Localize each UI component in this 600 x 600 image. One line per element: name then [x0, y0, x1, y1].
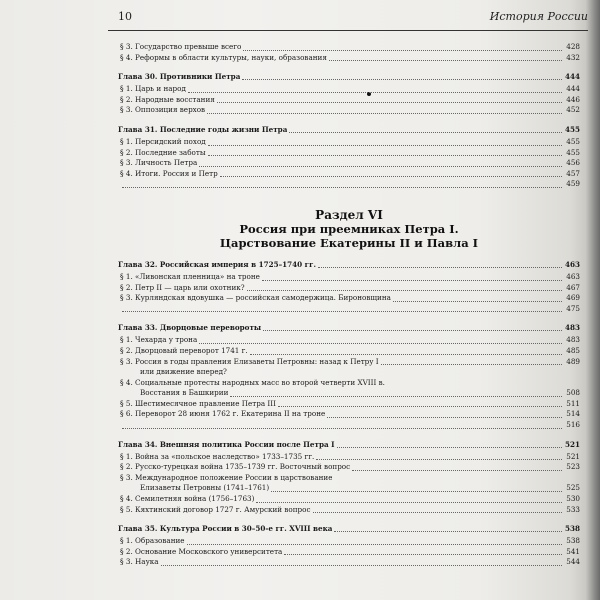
dot-leader: [122, 428, 562, 429]
toc-entry[interactable]: [118, 158, 580, 169]
toc-page-number: 541: [566, 546, 580, 556]
toc-page-number: 463: [566, 271, 580, 281]
toc-page-number: 428: [566, 42, 580, 51]
toc-entry[interactable]: [118, 42, 580, 53]
dot-leader: [329, 60, 562, 61]
dot-leader: [247, 290, 562, 291]
toc-page-number: 452: [566, 105, 580, 115]
toc-page-number: 456: [566, 158, 580, 168]
dot-leader: [284, 554, 562, 555]
toc-chapter[interactable]: [118, 440, 580, 450]
toc-entry[interactable]: [118, 95, 580, 106]
dot-leader: [318, 267, 562, 268]
toc-entry-title: § 4. Реформы в области культуры, науки, образования: [120, 52, 327, 62]
toc-entry-title: § 2. Народные восстания: [120, 94, 215, 104]
part-heading: [118, 208, 580, 250]
toc-entry[interactable]: [118, 473, 580, 484]
toc-entry-title: Глава 32. Российская империя в 1725–1740 гг.: [118, 259, 316, 269]
toc-entry[interactable]: [118, 483, 580, 494]
toc-entry-title: § 2. Последние заботы: [120, 147, 206, 157]
toc-entry-title: § 1. Чехарда у трона: [120, 335, 198, 345]
toc-entry[interactable]: [118, 409, 580, 420]
toc-entry[interactable]: [118, 148, 580, 159]
toc-entry-title: § 6. Переворот 28 июня 1762 г. Екатерина II на троне: [120, 409, 326, 419]
dot-leader: [289, 132, 562, 133]
toc-entry-title: § 3. Наука: [120, 557, 159, 567]
toc-entry-title: § 1. «Ливонская пленница» на троне: [120, 271, 260, 281]
dot-leader: [337, 447, 562, 448]
toc-entry[interactable]: [118, 335, 580, 346]
dot-leader: [188, 92, 562, 93]
toc-entry[interactable]: [118, 137, 580, 148]
toc-entry-title: § 1. Персидский поход: [120, 136, 206, 146]
toc-page-number: 530: [566, 494, 580, 504]
dot-leader: [208, 155, 562, 156]
toc-entry-title: Восстания в Башкирии: [140, 388, 229, 398]
toc-entry[interactable]: [118, 179, 580, 190]
toc-chapter[interactable]: [118, 125, 580, 135]
toc-page-number: 521: [564, 439, 580, 449]
toc-page-number: 538: [566, 536, 580, 546]
toc-entry[interactable]: [118, 420, 580, 431]
toc-entry-title: § 4. Социальные протесты народных масс во второй четверти XVIII в.: [120, 377, 385, 387]
book-spine-shadow: [586, 0, 600, 600]
toc-entry[interactable]: [118, 304, 580, 315]
page-header: [108, 8, 588, 31]
toc-chapter[interactable]: [118, 524, 580, 534]
toc-chapter[interactable]: [118, 260, 580, 270]
page-number: 10: [118, 10, 132, 23]
toc-entry-title: § 3. Государство превыше всего: [120, 42, 242, 51]
dot-leader: [278, 406, 562, 407]
toc-entry[interactable]: [118, 452, 580, 463]
part-title-line: Царствование Екатерины II и Павла I: [219, 235, 479, 250]
toc-entry-title: Елизаветы Петровны (1741–1761): [140, 483, 270, 493]
toc-page-number: 463: [564, 259, 580, 269]
toc-entry-title: § 1. Война за «польское наследство» 1733–1735 гг.: [120, 451, 315, 461]
toc-page-number: 514: [566, 409, 580, 419]
toc-entry[interactable]: [118, 272, 580, 283]
toc-page-number: 455: [566, 136, 580, 146]
toc-entry-title: § 3. Россия в годы правления Елизаветы Петровны: назад к Петру I: [120, 356, 379, 366]
toc-entry-title: § 2. Дворцовый переворот 1741 г.: [120, 345, 248, 355]
toc-entry-title: § 2. Основание Московского университета: [120, 546, 283, 556]
dot-leader: [199, 166, 562, 167]
toc-page-number: 508: [566, 388, 580, 398]
toc-page-number: 469: [566, 293, 580, 303]
running-title: История России: [489, 10, 588, 23]
toc-entry-title: Глава 31. Последние годы жизни Петра: [118, 124, 288, 134]
dot-leader: [327, 417, 562, 418]
toc-page-number: 483: [564, 323, 580, 333]
toc-entry[interactable]: [118, 84, 580, 95]
toc-page-number: 446: [566, 94, 580, 104]
toc-entry-title: § 5. Шестимесячное правление Петра III: [120, 398, 276, 408]
toc-entry-title: или движение вперед?: [140, 367, 227, 377]
dot-leader: [208, 145, 562, 146]
toc-entry[interactable]: [118, 293, 580, 304]
toc-entry-title: § 5. Кяхтинский договор 1727 г. Амурский вопрос: [120, 504, 311, 514]
dot-leader: [242, 79, 562, 80]
toc-entry[interactable]: [118, 399, 580, 410]
toc-entry[interactable]: [118, 557, 580, 568]
dot-leader: [230, 396, 562, 397]
toc-page-number: 538: [564, 524, 580, 534]
dot-leader: [122, 187, 562, 188]
dot-leader: [199, 343, 562, 344]
dot-leader: [271, 491, 562, 492]
toc-page-number: 467: [566, 282, 580, 292]
dot-leader: [243, 50, 562, 51]
toc-page-number: 444: [566, 84, 580, 94]
toc-page-number: 459: [566, 179, 580, 189]
dot-leader: [313, 512, 563, 513]
toc-page-number: 525: [566, 483, 580, 493]
toc-entry-title: Глава 34. Внешняя политика России после Петра I: [118, 439, 335, 449]
toc-entry[interactable]: [118, 283, 580, 294]
dot-leader: [256, 502, 562, 503]
toc-page-number: 544: [566, 557, 580, 567]
toc-entry[interactable]: [118, 547, 580, 558]
dot-leader: [316, 459, 562, 460]
toc-entry[interactable]: [118, 105, 580, 116]
toc-page-number: 521: [566, 451, 580, 461]
part-label: Раздел VI: [315, 207, 383, 222]
toc-entry-title: Глава 30. Противники Петра: [118, 72, 241, 82]
toc-entry[interactable]: [118, 536, 580, 547]
toc-entry-title: § 3. Международное положение России в царствование: [120, 472, 333, 482]
toc-entry[interactable]: [118, 357, 580, 368]
dot-leader: [262, 280, 562, 281]
toc-entry-title: § 2. Петр II — царь или охотник?: [120, 282, 245, 292]
toc-page-number: 455: [566, 147, 580, 157]
toc-entry-title: § 3. Курляндская вдовушка — российская самодержица. Бироновщина: [120, 293, 391, 303]
toc-entry-title: § 2. Русско-турецкая война 1735–1739 гг. Восточный вопрос: [120, 462, 351, 472]
toc-page-number: 444: [564, 72, 580, 82]
toc-page-number: 533: [566, 504, 580, 514]
toc-entry[interactable]: [118, 505, 580, 516]
toc-entry[interactable]: [118, 378, 580, 389]
toc-page-number: 523: [566, 462, 580, 472]
dot-leader: [220, 176, 562, 177]
toc-entry-title: § 1. Царь и народ: [120, 84, 186, 94]
toc-page-number: 485: [566, 345, 580, 355]
dot-leader: [217, 102, 562, 103]
toc-page-number: 489: [566, 356, 580, 366]
toc-entry-title: § 4. Итоги. Россия и Петр: [120, 168, 218, 178]
toc-chapter[interactable]: [118, 72, 580, 82]
dot-leader: [122, 311, 562, 312]
dot-leader: [250, 354, 562, 355]
toc-page-number: 511: [566, 398, 580, 408]
dot-leader: [393, 301, 562, 302]
toc-page-number: 455: [564, 124, 580, 134]
toc-entry[interactable]: [118, 367, 580, 378]
toc-page-number: 432: [566, 52, 580, 62]
dot-leader: [207, 113, 562, 114]
dot-leader: [187, 544, 562, 545]
toc-entry[interactable]: [118, 346, 580, 357]
toc-entry[interactable]: [118, 53, 580, 64]
dot-leader: [334, 531, 562, 532]
toc-entry-title: § 3. Оппозиция верхов: [120, 105, 206, 115]
toc-entry[interactable]: [118, 462, 580, 473]
toc-page-number: 516: [566, 420, 580, 430]
table-of-contents: [118, 42, 580, 568]
toc-entry-title: § 3. Личность Петра: [120, 158, 198, 168]
dot-leader: [161, 565, 562, 566]
toc-chapter[interactable]: [118, 323, 580, 333]
toc-entry[interactable]: [118, 169, 580, 180]
part-title-line: Россия при преемниках Петра I.: [239, 221, 459, 236]
toc-entry[interactable]: [118, 388, 580, 399]
dot-leader: [352, 470, 562, 471]
toc-page-number: 483: [566, 335, 580, 345]
toc-entry-title: § 4. Семилетняя война (1756–1763): [120, 494, 255, 504]
toc-entry-title: § 1. Образование: [120, 536, 185, 546]
toc-entry[interactable]: [118, 494, 580, 505]
toc-entry-title: Глава 33. Дворцовые перевороты: [118, 323, 262, 333]
toc-page-number: 475: [566, 303, 580, 313]
toc-entry-title: Глава 35. Культура России в 30–50-е гг. XVIII века: [118, 524, 333, 534]
dot-leader: [381, 364, 562, 365]
dot-leader: [263, 330, 562, 331]
toc-page-number: 457: [566, 168, 580, 178]
